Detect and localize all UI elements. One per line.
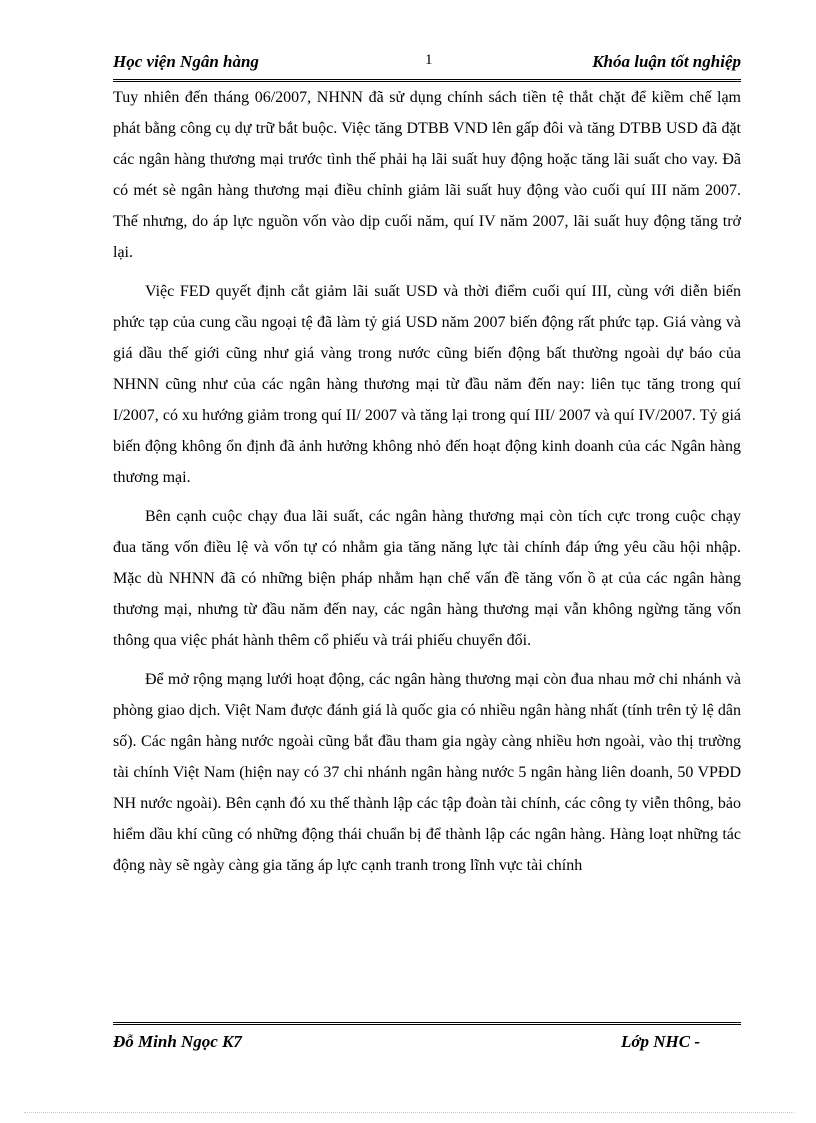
- header-document-type: Khóa luận tốt nghiệp: [592, 52, 741, 71]
- footer-author: Đỗ Minh Ngọc K7: [113, 1032, 242, 1051]
- paragraph-3: Bên cạnh cuộc chạy đua lãi suất, các ngân hàng thương mại còn tích cực trong cuộc chạy đua tăng vốn điều lệ và vốn tự có nhằm gia tăng năng lực tài chính đáp ứng yêu cầu hội nhập. Mặc dù NHNN đã có những biện pháp nhằm hạn chế vấn đề tăng vốn ồ ạt của các ngân hàng thương mại, nhưng từ đầu năm đến nay, các ngân hàng thương mại vẫn không ngừng tăng vốn thông qua việc phát hành thêm cổ phiếu và trái phiếu chuyển đổi.: [113, 508, 741, 649]
- paragraph-2: Việc FED quyết định cắt giảm lãi suất USD và thời điểm cuối quí III, cùng với diễn biến phức tạp của cung cầu ngoại tệ đã làm tỷ giá USD năm 2007 biến động rất phức tạp. Giá vàng và giá dầu thế giới cũng như giá vàng trong nước cũng biến động bất thường ngoài dự báo của NHNN cũng như của các ngân hàng thương mại từ đầu năm đến nay: liên tục tăng trong quí I/2007, có xu hướng giảm trong quí II/ 2007 và tăng lại trong quí III/ 2007 và quí IV/2007. Tỷ giá biến động không ổn định đã ảnh hưởng không nhỏ đến hoạt động kinh doanh của các Ngân hàng thương mại.: [113, 283, 741, 486]
- document-body: [113, 82, 741, 889]
- paragraph-4: Để mở rộng mạng lưới hoạt động, các ngân hàng thương mại còn đua nhau mở chi nhánh và phòng giao dịch. Việt Nam được đánh giá là quốc gia có nhiều ngân hàng nhất (tính trên tỷ lệ dân số). Các ngân hàng nước ngoài cũng bắt đầu tham gia ngày càng nhiều hơn ngoài, vào thị trường tài chính Việt Nam (hiện nay có 37 chi nhánh ngân hàng nước 5 ngân hàng liên doanh, 50 VPĐD NH nước ngoài). Bên cạnh đó xu thế thành lập các tập đoàn tài chính, các công ty viễn thông, bảo hiểm dầu khí cũng có những động thái chuẩn bị để thành lập các ngân hàng. Hàng loạt những tác động này sẽ ngày càng gia tăng áp lực cạnh tranh trong lĩnh vực tài chính: [113, 671, 741, 874]
- page-edge-divider: [24, 1112, 794, 1113]
- footer-class: Lớp NHC -: [621, 1032, 701, 1051]
- paragraph-1: Tuy nhiên đến tháng 06/2007, NHNN đã sử dụng chính sách tiền tệ thắt chặt để kiềm chế lạm phát bằng công cụ dự trữ bắt buộc. Việc tăng DTBB VND lên gấp đôi và tăng DTBB USD đã đặt các ngân hàng thương mại trước tình thế phải hạ lãi suất huy động hoặc tăng lãi suất cho vay. Đã có mét sè ngân hàng thương mại điều chỉnh giảm lãi suất huy động vào cuối quí III năm 2007. Thế nhưng, do áp lực nguồn vốn vào dịp cuối năm, quí IV năm 2007, lãi suất huy động tăng trở lại.: [113, 89, 741, 261]
- page-number: 1: [425, 52, 433, 68]
- footer-rule: [113, 1022, 741, 1025]
- header-institution: Học viện Ngân hàng: [113, 52, 259, 71]
- page-header: [113, 52, 741, 78]
